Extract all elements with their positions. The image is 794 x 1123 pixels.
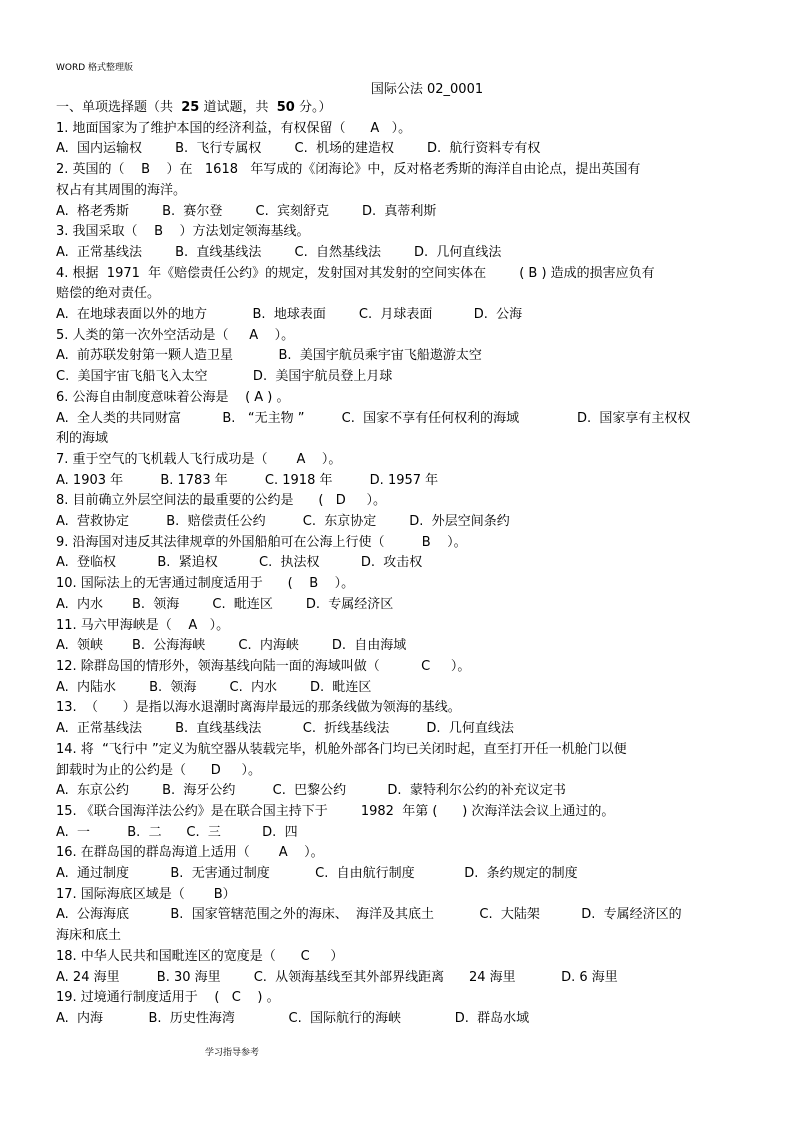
text-line: 海床和底土 [56,928,122,944]
text-line: A. 前苏联发射第一颗人造卫星 B. 美国宇航员乘宇宙飞船遨游太空 [56,348,482,364]
section-heading-part: 一、单项选择题（共 [56,100,182,115]
question-count: 25 [181,100,200,115]
text-line: 权占有其周围的海洋。 [56,182,187,198]
text-line: 3. 我国采取（ B ）方法划定领海基线。 [56,224,310,240]
document-title: 国际公法 02_0001 [370,82,484,97]
text-line: A. 在地球表面以外的地方 B. 地球表面 C. 月球表面 D. 公海 [56,307,523,323]
section-heading-part: 分。） [294,100,332,115]
text-line: A. 内水 B. 领海 C. 毗连区 D. 专属经济区 [56,596,394,612]
text-line: A. 内海 B. 历史性海湾 C. 国际航行的海峡 D. 群岛水域 [56,1010,530,1026]
text-line: 13. （ ）是指以海水退潮时离海岸最远的那条线做为领海的基线。 [56,700,461,716]
text-line: 赔偿的绝对责任。 [56,286,161,302]
text-line: 卸载时为止的公约是（ D ）。 [56,762,261,778]
text-line: A. 登临权 B. 紧追权 C. 执法权 D. 攻击权 [56,555,423,571]
text-line: 18. 中华人民共和国毗连区的宽度是（ C ） [56,948,344,964]
text-line: A. 24 海里 B. 30 海里 C. 从领海基线至其外部界线距离 24 海里 D. 6 海里 [56,969,618,985]
text-line: A. 营救协定 B. 赔偿责任公约 C. 东京协定 D. 外层空间条约 [56,514,510,530]
text-line: 1. 地面国家为了维护本国的经济利益，有权保留（ A ）。 [56,120,412,136]
text-line: 10. 国际法上的无害通过制度适用于 ( B ）。 [56,576,355,592]
text-line: A. 1903 年 B. 1783 年 C. 1918 年 D. 1957 年 [56,472,439,488]
question-list [56,98,736,1030]
section-heading-part: 道试题，共 [199,100,277,115]
text-line: 7. 重于空气的飞机载人飞行成功是（ A ）。 [56,451,342,467]
text-line: 9. 沿海国对违反其法律规章的外国船舶可在公海上行使（ B ）。 [56,534,467,550]
total-score: 50 [276,100,295,115]
text-line: 8. 目前确立外层空间法的最重要的公约是 ( D ）。 [56,493,386,509]
text-line: A. 国内运输权 B. 飞行专属权 C. 机场的建造权 D. 航行资料专有权 [56,141,541,157]
text-line: A. 内陆水 B. 领海 C. 内水 D. 毗连区 [56,679,372,695]
text-line: 14. 将 “飞行中 ”定义为航空器从装载完毕，机舱外部各门均已关闭时起，直至打开任一机舱门以便 [56,741,627,757]
text-line: A. 格老秀斯 B. 赛尔登 C. 宾刻舒克 D. 真蒂利斯 [56,203,437,219]
text-line: 12. 除群岛国的情形外，领海基线向陆一面的海域叫做（ C ）。 [56,658,471,674]
text-line: A. 一 B. 二 C. 三 D. 四 [56,824,298,840]
text-line: 2. 英国的（ B ）在 1618 年写成的《闭海论》中，反对格老秀斯的海洋自由论点，提出英国有 [56,162,641,178]
header-tag: WORD 格式整理版 [56,63,134,73]
footer-text: 学习指导参考 [205,1048,260,1058]
text-line: 5. 人类的第一次外空活动是（ A ）。 [56,327,295,343]
text-line: A. 东京公约 B. 海牙公约 C. 巴黎公约 D. 蒙特利尔公约的补充议定书 [56,783,566,799]
text-line: A. 正常基线法 B. 直线基线法 C. 折线基线法 D. 几何直线法 [56,721,514,737]
section-heading [56,98,736,119]
text-line: A. 公海海底 B. 国家管辖范围之外的海床、 海洋及其底土 C. 大陆架 D. 专属经济区的 [56,907,682,923]
text-line: 11. 马六甲海峡是（ A ）。 [56,617,230,633]
document-title-row [0,78,794,97]
text-line: 19. 过境通行制度适用于 ( C ) 。 [56,990,280,1006]
text-line: A. 领峡 B. 公海海峡 C. 内海峡 D. 自由海域 [56,638,407,654]
text-line: 4. 根据 1971 年《赔偿责任公约》的规定，发射国对其发射的空间实体在 ( B ) 造成的损害应负有 [56,265,655,281]
text-line: A. 正常基线法 B. 直线基线法 C. 自然基线法 D. 几何直线法 [56,244,502,260]
text-line: 16. 在群岛国的群岛海道上适用（ A ）。 [56,845,324,861]
text-line: A. 通过制度 B. 无害通过制度 C. 自由航行制度 D. 条约规定的制度 [56,866,578,882]
text-line: 利的海域 [56,431,109,447]
text-line: A. 全人类的共同财富 B. “无主物 ” C. 国家不享有任何权利的海域 D. 国家享有主权权 [56,410,691,426]
text-line: 17. 国际海底区域是（ B） [56,886,236,902]
text-line: C. 美国宇宙飞船飞入太空 D. 美国宇航员登上月球 [56,369,393,385]
text-line: 15. 《联合国海洋法公约》是在联合国主持下于 1982 年第 ( ) 次海洋法会议上通过的。 [56,803,615,819]
text-line: 6. 公海自由制度意味着公海是 ( A ) 。 [56,389,290,405]
